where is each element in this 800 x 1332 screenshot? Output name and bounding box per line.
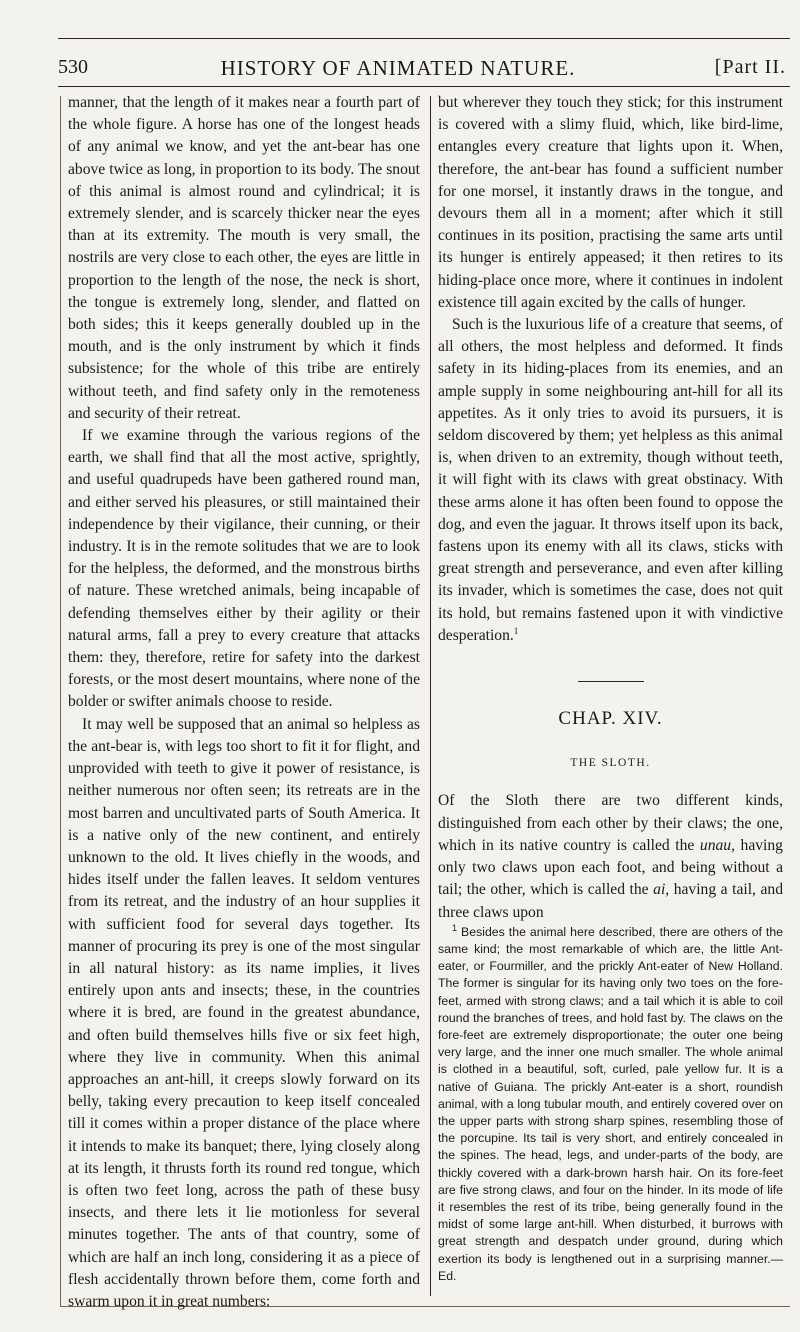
paragraph-text: Such is the luxurious life of a creature that seems, of all others, the most helpless and deformed. It finds safety in its hiding-places from its enemies, and an ample supply in some neighbouring ant-hill for all its appetites. As it only tries to avoid its pursuers, it is seldom discovered by them; yet helpless as this animal is, when driven to an extremity, though without teeth, it will fight with its claws with great obstinacy. With these arms alone it has often been found to oppose the dog, and even the jaguar. It throws itself upon its back, fastens upon its enemy with all its claws, sticks with great strength and perseverance, and even after killing its invader, which is sometimes the case, does not quit its hold, but remains fastened upon it with vindictive desperation. xyxy=(438,316,783,644)
footnote-reference: 1 xyxy=(513,625,519,636)
paragraph: If we examine through the various regions of the earth, we shall find that all the most active, sprightly, and useful quadrupeds have been gathered round man, and either served his pleasures, or still maintained their independence by their vigilance, their cunning, or their industry. It is in the remote solitudes that we are to look for the helpless, the deformed, and the monstrous births of nature. These wretched animals, being incapable of defending themselves either by their agility or their natural arms, fall a prey to every creature that attacks them: they, therefore, retire for safety into the darkest forests, or the most desert mountains, where none of the bolder or swifter animals choose to reside. xyxy=(68,427,420,711)
paragraph: but wherever they touch they stick; for this instrument is covered with a slimy fluid, which, like bird-lime, entangles every creature that lights upon it. When, therefore, the ant-bear has found a sufficient number for one morsel, it instantly draws in the tongue, and devours them all in a moment; after which it still continues in its position, practising the same arts until its hunger is entirely appeased; it then retires to its hiding-place once more, where it continues in indolent existence till again excited by the calls of hunger. xyxy=(438,94,783,311)
running-header xyxy=(58,56,786,84)
top-rule xyxy=(58,38,790,39)
page-number: 530 xyxy=(58,56,88,78)
footnote-text: Besides the animal here described, there are others of the same kind; the most remarkable of which are, the little Ant-eater, or Fourmiller, and the prickly Ant-eater of New Holland. The former is singular for its having only two toes on the fore-feet, armed with strong claws; and a tail which it is able to coil round the branches of trees, and hold fast by. The claws on the fore-feet are extremely disproportionate; the outer one being very large, and the inner one much smaller. The whole animal is clothed in a beautiful, soft, curled, pale yellow fur. It is a native of Guiana. The prickly Ant-eater is a short, roundish animal, with a long tubular mouth, and entirely covered over on the upper parts with strong sharp spines, resembling those of the porcupine. Its tail is very short, and entirely concealed in the spines. The head, legs, and under-parts of the body, are thickly covered with a dark-brown harsh hair. On its fore-feet are five strong claws, and four on the hinder. In its mode of life it resembles the rest of its tribe, being generally found in the midst of some large ant-hill. When disturbed, it burrows with great strength and despatch under ground, during which exertion its body is lengthened out in a surprising manner.—Ed. xyxy=(438,924,783,1283)
left-column xyxy=(68,92,420,1313)
italic-term-ai: ai xyxy=(653,881,666,899)
section-divider xyxy=(578,681,644,682)
paragraph-text: , having only two claws upon each foot, and being without a tail; the other, which is called the xyxy=(438,836,783,899)
header-rule xyxy=(58,86,790,87)
paragraph-text: , having a tail, and three claws upon xyxy=(438,881,784,921)
running-title: HISTORY OF ANIMATED NATURE. xyxy=(220,56,576,80)
footnote xyxy=(438,924,783,1285)
part-label: [Part II. xyxy=(714,56,786,78)
chapter-opening-paragraph xyxy=(438,790,783,923)
chapter-title: CHAP. XIV. xyxy=(558,708,663,730)
paragraph: manner, that the length of it makes near a fourth part of the whole figure. A horse has one of the longest heads of any animal we know, and yet the ant-bear has one above twice as long, in proportion to its body. The snout of this animal is almost round and cylindrical; it is extremely slender, and is scarcely thicker near the eyes than at its extremity. The mouth is very small, the nostrils are very close to each other, the eyes are little in proportion to the length of the nose, the neck is short, the tongue is extremely long, slender, and flatted on both sides; this it keeps generally doubled up in the mouth, and is the only instrument by which it finds subsistence; for the whole of this tribe are entirely without teeth, and find safety only in the remoteness and security of their retreat. xyxy=(68,94,420,422)
paragraph xyxy=(438,314,783,647)
chapter-subtitle: THE SLOTH. xyxy=(570,757,651,770)
paragraph-text: Of the Sloth there are two different kinds, distinguished from each other by their claws; the one, which in its native country is called the xyxy=(438,792,783,854)
footnote-marker: 1 xyxy=(452,922,458,933)
left-frame-line xyxy=(60,96,61,1306)
italic-term-unau: unau xyxy=(699,836,732,854)
paragraph: It may well be supposed that an animal so helpless as the ant-bear is, with legs too short to fit it for flight, and unprovided with teeth to give it power of resistance, is neither numerous nor often seen; its retreats are in the most barren and uncultivated parts of South America. It is a native only of the new continent, and entirely unknown to the old. It lives chiefly in the woods, and hides itself under the fallen leaves. It seldom ventures from its retreat, and the industry of an hour supplies it with sufficient food for several days together. Its manner of procuring its prey is one of the most singular in all natural history: as its name implies, it lives entirely upon ants and insects; these, in the countries where it is bred, are found in the greatest abundance, and often build themselves hills five or six feet high, where they live in community. When this animal approaches an ant-hill, it creeps slowly forward on its belly, taking every precaution to keep itself concealed till it comes within a proper distance of the place where it intends to make its banquet; there, lying closely along at its length, it thrusts forth its round red tongue, which is often two feet long, across the path of these busy insects, and there lets it lie motionless for several minutes together. The ants of that country, some of which are half an inch long, considering it as a piece of flesh accidentally thrown before them, come forth and swarm upon it in great numbers: xyxy=(68,715,420,1310)
column-divider xyxy=(430,96,431,1296)
right-column xyxy=(438,92,783,1285)
